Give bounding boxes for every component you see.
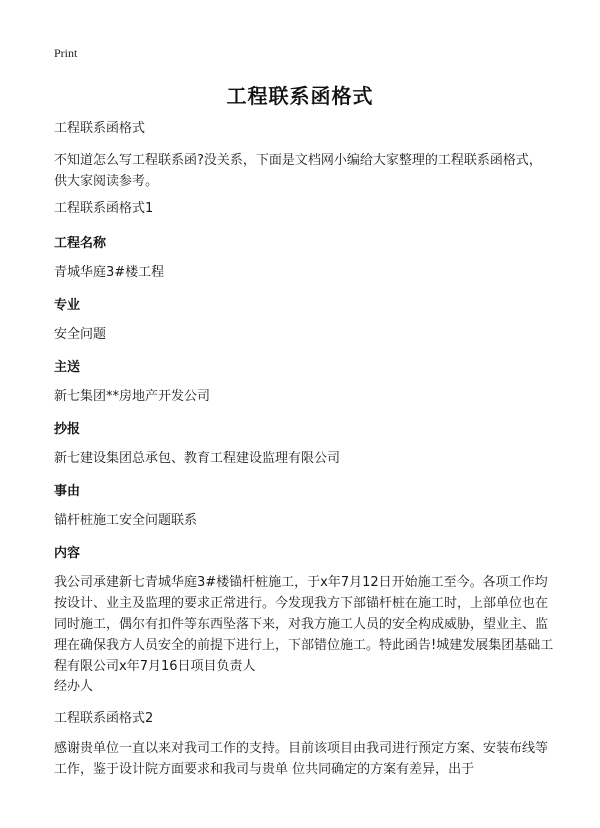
document-title: 工程联系函格式 — [226, 84, 374, 108]
field-value-project-name: 青城华庭3#楼工程 — [54, 265, 165, 280]
intro-paragraph: 不知道怎么写工程联系函?没关系，下面是文档网小编给大家整理的工程联系函格式，供大家阅读参考。 — [54, 153, 542, 189]
field-heading-subject: 事由 — [54, 484, 81, 499]
field-value-subject: 锚杆桩施工安全问题联系 — [54, 513, 198, 528]
section1-label: 工程联系函格式1 — [54, 201, 154, 216]
section2-body: 感谢贵单位一直以来对我司工作的支持。目前该项目由我司进行预定方案、安装布线等工作，鉴于设计院方面要求和我司与贵单 位共同确定的方案有差异，出于 — [54, 741, 549, 777]
field-heading-discipline: 专业 — [54, 298, 81, 313]
field-heading-main-recipient: 主送 — [54, 360, 81, 375]
content-body: 我公司承建新七青城华庭3#楼锚杆桩施工，于x年7月12日开始施工至今。各项工作均按设计、业主及监理的要求正常进行。今发现我方下部锚杆桩在施工时，上部单位也在同时施工，偶尔有扣件等东西坠落下来，对我方施工人员的安全构成威胁，望业主、监理在确保我方人员安全的前提下进行上，下部错位施工。特此函告!城建发展集团基础工程有限公司x年7月16日项目负责人 — [54, 575, 554, 674]
content-heading: 内容 — [54, 546, 81, 561]
section2-label: 工程联系函格式2 — [54, 711, 154, 726]
document-subtitle: 工程联系函格式 — [54, 121, 146, 136]
field-value-cc: 新七建设集团总承包、教育工程建设监理有限公司 — [54, 451, 341, 466]
field-heading-cc: 抄报 — [54, 422, 81, 437]
field-value-discipline: 安全问题 — [54, 327, 107, 342]
handler-label: 经办人 — [54, 679, 94, 694]
field-heading-project-name: 工程名称 — [54, 236, 107, 251]
print-label: Print — [54, 46, 78, 60]
field-value-main-recipient: 新七集团**房地产开发公司 — [54, 389, 211, 404]
